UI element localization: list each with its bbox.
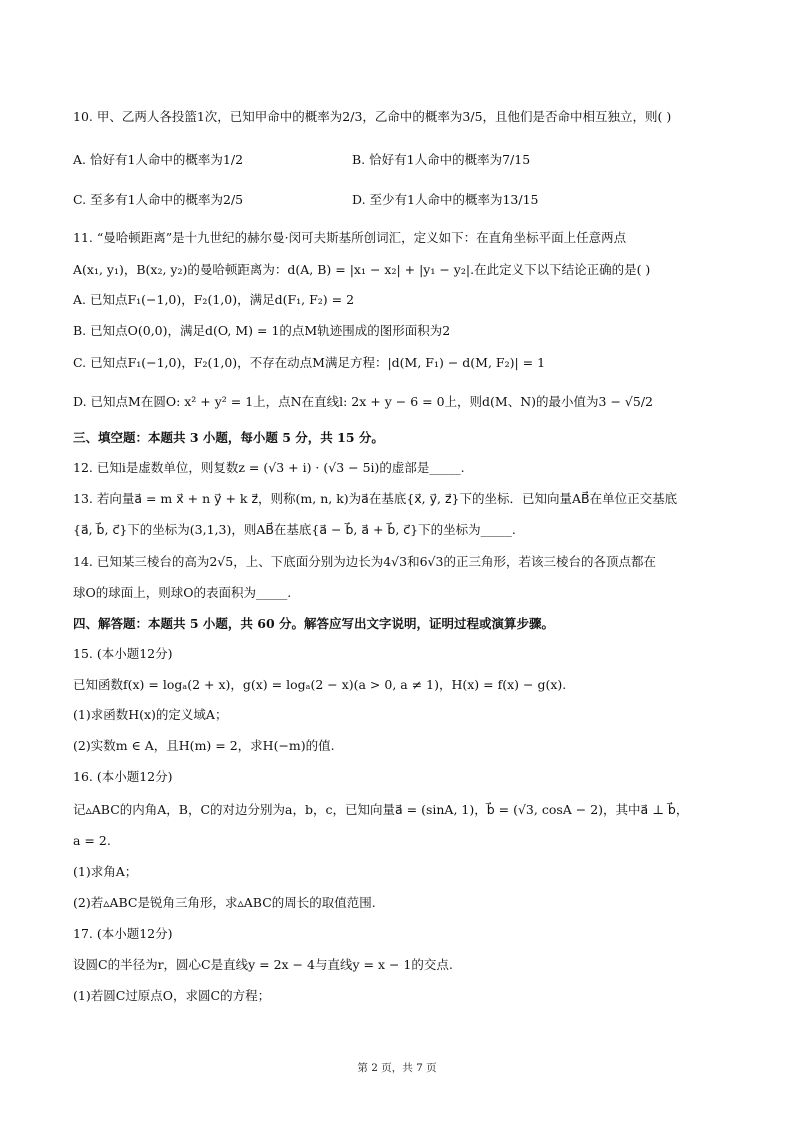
question-15-stem: 已知函数f(x) = logₐ(2 + x)，g(x) = logₐ(2 − x)(a > 0, a ≠ 1)，H(x) = f(x) − g(x). <box>73 677 567 692</box>
question-17-part-1: (1)若圆C过原点O，求圆C的方程； <box>73 988 271 1003</box>
question-16-header: 16. (本小题12分) <box>73 769 173 784</box>
question-10-stem: 10. 甲、乙两人各投篮1次，已知甲命中的概率为2/3，乙命中的概率为3/5，且他们是否命中相互独立，则( ) <box>73 109 672 124</box>
section-3-heading: 三、填空题：本题共 3 小题，每小题 5 分，共 15 分。 <box>73 430 384 445</box>
question-12: 12. 已知i是虚数单位，则复数z = (√3 + i) · (√3 − 5i)的虚部是_____. <box>73 460 465 475</box>
section-4-heading: 四、解答题：本题共 5 小题，共 60 分。解答应写出文字说明，证明过程或演算步骤。 <box>73 616 555 631</box>
option-11-d: D. 已知点M在圆O: x² + y² = 1上，点N在直线l: 2x + y − 6 = 0上，则d(M、N)的最小值为3 − √5/2 <box>73 394 653 409</box>
question-16-part-2: (2)若▵ABC是锐角三角形，求▵ABC的周长的取值范围. <box>73 895 376 910</box>
option-10-c: C. 至多有1人命中的概率为2/5 <box>73 192 244 207</box>
question-16-stem-1: 记▵ABC的内角A，B，C的对边分别为a，b，c，已知向量a⃗ = (sinA, 1)，b⃗ = (√3, cosA − 2)，其中a⃗ ⊥ b⃗， <box>73 802 689 817</box>
page-footer: 第 2 页，共 7 页 <box>357 1062 437 1074</box>
question-16-stem-2: a = 2. <box>73 833 111 848</box>
question-15-part-2: (2)实数m ∈ A，且H(m) = 2，求H(−m)的值. <box>73 738 335 753</box>
option-11-c: C. 已知点F₁(−1,0)，F₂(1,0)，不存在动点M满足方程：|d(M, F₁) − d(M, F₂)| = 1 <box>73 355 546 370</box>
question-11-stem-2: A(x₁, y₁)，B(x₂, y₂)的曼哈顿距离为：d(A, B) = |x₁ − x₂| + |y₁ − y₂|.在此定义下以下结论正确的是( ) <box>73 262 651 277</box>
option-10-d: D. 至少有1人命中的概率为13/15 <box>352 192 539 207</box>
option-11-b: B. 已知点O(0,0)，满足d(O, M) = 1的点M轨迹围成的图形面积为2 <box>73 323 451 338</box>
question-13-2: {a⃗, b⃗, c⃗}下的坐标为(3,1,3)，则AB⃗在基底{a⃗ − b⃗, a⃗ + b⃗, c⃗}下的坐标为_____. <box>73 522 516 537</box>
option-10-b: B. 恰好有1人命中的概率为7/15 <box>352 152 531 167</box>
option-10-a: A. 恰好有1人命中的概率为1/2 <box>73 152 244 167</box>
question-14-1: 14. 已知某三棱台的高为2√5，上、下底面分别为边长为4√3和6√3的正三角形，若该三棱台的各顶点都在 <box>73 554 656 569</box>
question-13-1: 13. 若向量a⃗ = m x⃗ + n y⃗ + k z⃗，则称(m, n, k)为a⃗在基底{x⃗, y⃗, z⃗}下的坐标．已知向量AB⃗在单位正交基底 <box>73 491 678 506</box>
question-17-header: 17. (本小题12分) <box>73 926 173 941</box>
question-15-header: 15. (本小题12分) <box>73 646 173 661</box>
question-14-2: 球O的球面上，则球O的表面积为_____. <box>73 585 292 600</box>
option-11-a: A. 已知点F₁(−1,0)，F₂(1,0)，满足d(F₁, F₂) = 2 <box>73 292 355 307</box>
question-17-stem: 设圆C的半径为r，圆心C是直线y = 2x − 4与直线y = x − 1的交点. <box>73 957 453 972</box>
question-16-part-1: (1)求角A； <box>73 864 138 879</box>
question-15-part-1: (1)求函数H(x)的定义域A； <box>73 707 228 722</box>
question-11-stem-1: 11. “曼哈顿距离”是十九世纪的赫尔曼·闵可夫斯基所创词汇，定义如下：在直角坐标平面上任意两点 <box>73 230 627 245</box>
